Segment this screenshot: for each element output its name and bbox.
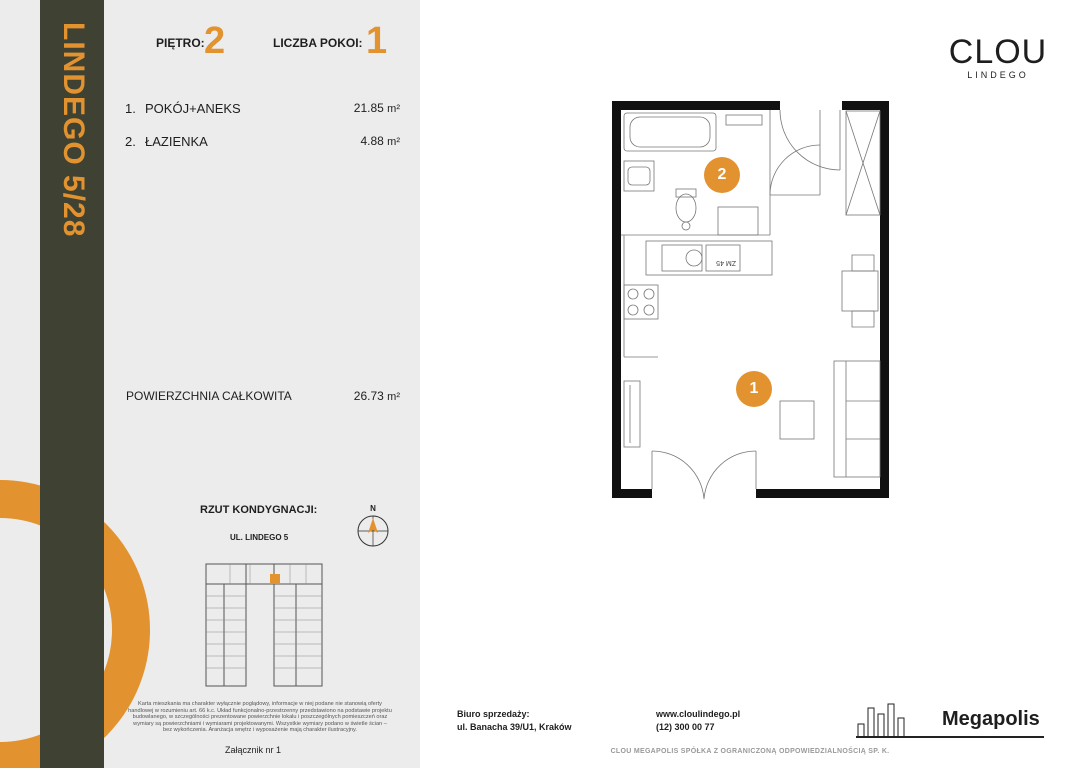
room-1-name: POKÓJ+ANEKS [145,101,241,116]
site-plan-title: RZUT KONDYGNACJI: [200,504,318,516]
phone-number: (12) 300 00 77 [656,722,715,732]
room-1-area-line [300,101,400,115]
megapolis-logo [856,700,1046,740]
building-floor-plan [200,556,330,691]
clou-logo [948,34,1048,80]
rooms-count-label: LICZBA POKOI: [273,36,363,50]
room-1-area: 21.85 [353,101,384,115]
floor-value: 2 [204,20,226,62]
street-label: UL. LINDEGO 5 [230,533,289,542]
floor-label: PIĘTRO: [156,36,205,50]
developer-underline [856,736,1044,738]
room-1-unit: m² [387,103,400,115]
room-2-unit: m² [387,136,400,148]
total-area-unit: m² [387,391,400,403]
room-2-name: ŁAZIENKA [145,134,208,149]
apartment-title: LINDEGO 5/28 [57,22,90,238]
room-2-number: 2. [125,134,136,149]
compass [355,504,391,550]
room-1-number: 1. [125,101,136,116]
compass-north-label: N [370,504,376,513]
compass-icon [355,513,391,549]
attachment-label: Załącznik nr 1 [225,745,282,755]
contact [656,708,740,734]
developer-name: Megapolis [942,708,1040,730]
logo-main: CLOU [948,33,1048,71]
sales-office-label: Biuro sprzedaży: [457,709,530,719]
website-link[interactable]: www.cloulindego.pl [656,709,741,719]
total-area-line [300,389,400,403]
room-1-badge: 1 [736,371,772,407]
room-2-area-line [300,134,400,148]
room-2-badge: 2 [704,157,740,193]
skyline-icon [856,700,926,738]
appliance-label: ZM 45 [716,259,736,266]
apartment-floor-plan [606,95,898,500]
total-area-value: 26.73 [353,389,384,403]
sales-office [457,708,572,734]
rooms-count-value: 1 [366,20,388,62]
left-panel [0,0,420,768]
room-2-area: 4.88 [360,134,384,148]
legal-note: Karta mieszkania ma charakter wyłącznie poglądowy, informacje w niej podane nie stanowią oferty handlowej w rozumieniu art. 66 k.c. Układ funkcjonalno-przestrzenny przedstawiono na podstawie projektu budowlanego, w szczególności prezentowane powierzchnie lokalu i poszczególnych pomieszczeń oraz wymiary są powierzchniami i wymiarami projektowanymi. Wszystkie wymiary podano w świetle ścian – bez wykończenia. Aranżacja wnętrz i wyposażenie mają charakter ilustracyjny. [128,701,392,734]
logo-sub: LINDEGO [967,70,1029,80]
company-name: CLOU MEGAPOLIS SPÓŁKA Z OGRANICZONĄ ODPOWIEDZIALNOŚCIĄ SP. K. [610,748,890,755]
total-area-label: POWIERZCHNIA CAŁKOWITA [126,389,292,403]
sales-office-address: ul. Banacha 39/U1, Kraków [457,722,572,732]
